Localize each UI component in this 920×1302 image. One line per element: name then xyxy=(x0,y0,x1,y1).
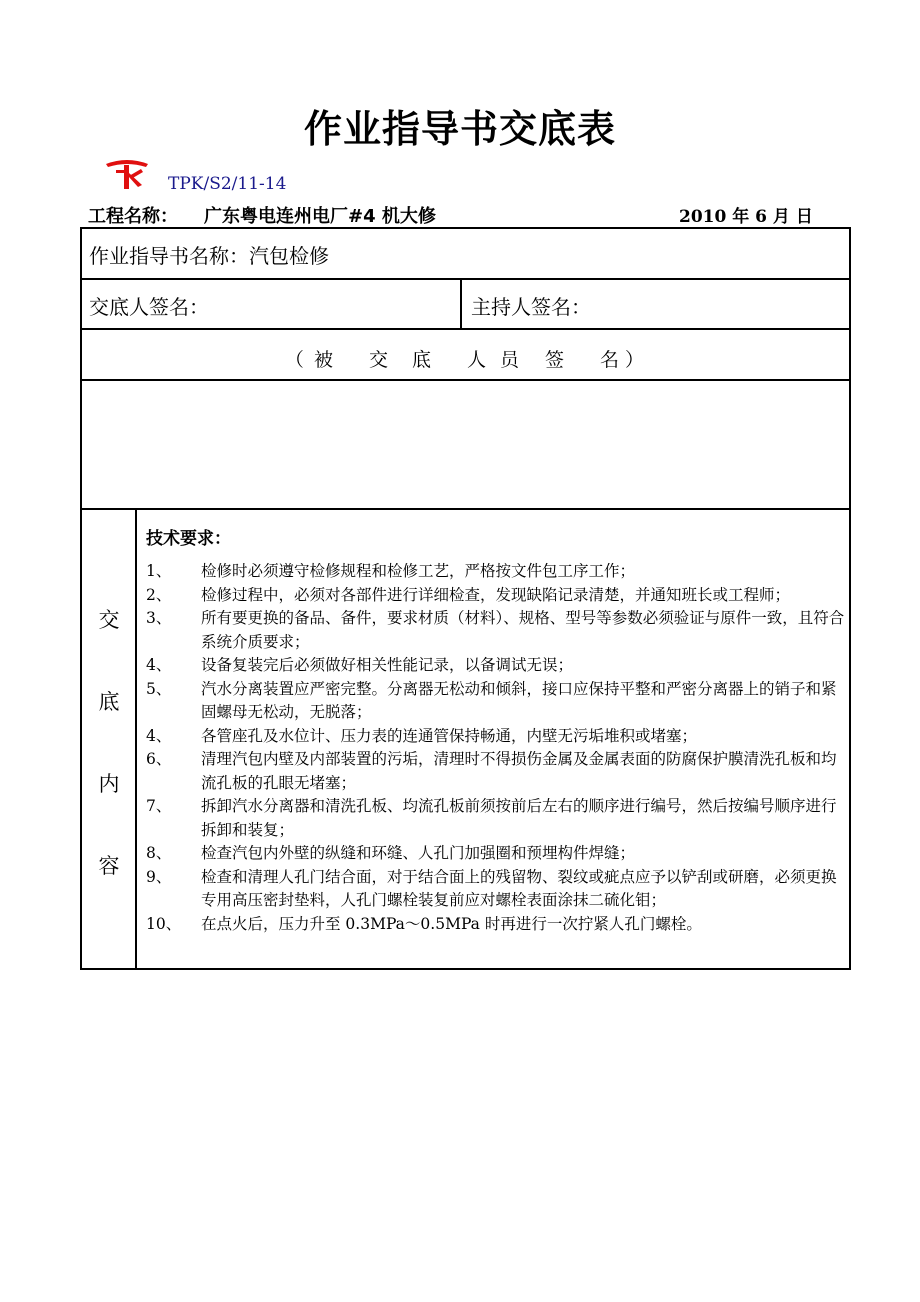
header-char: （ xyxy=(284,349,306,371)
content-label-char: 容 xyxy=(98,854,120,878)
header-char: 交 xyxy=(368,349,390,371)
list-item xyxy=(146,607,850,654)
item-number: 9、 xyxy=(146,867,172,886)
list-item xyxy=(146,842,850,866)
header-char: 被 xyxy=(313,349,335,371)
item-text: 检查汽包内外壁的纵缝和环缝、人孔门加强圈和预埋构件焊缝； xyxy=(201,844,636,862)
item-number: 4、 xyxy=(146,656,172,674)
item-number: 3、 xyxy=(146,609,172,627)
item-text: 汽水分离装置应严密完整。分离器无松动和倾斜，接口应保持平整和严密分离器上的销子和紧固螺母无松动，无脱落； xyxy=(201,679,837,721)
document-date: 2010 年 6 月 日 xyxy=(679,207,813,227)
item-text: 在点火后，压力升至 0.3MPa～0.5MPa 时再进行一次拧紧人孔门螺栓。 xyxy=(201,914,702,933)
divider xyxy=(460,278,462,329)
list-item xyxy=(146,913,850,937)
item-number: 8、 xyxy=(146,844,172,862)
item-text: 各管座孔及水位计、压力表的连通管保持畅通，内壁无污垢堆积或堵塞； xyxy=(201,726,698,745)
host-signature-label: 主持人签名： xyxy=(471,295,591,319)
header-char: 员 xyxy=(500,349,522,371)
item-text: 拆卸汽水分离器和清洗孔板、均流孔板前须按前后左右的顺序进行编号，然后按编号顺序进行拆卸和装复； xyxy=(201,797,837,839)
item-text: 检修时必须遵守检修规程和检修工艺，严格按文件包工序工作； xyxy=(201,562,636,580)
header-char: 签 xyxy=(545,349,567,371)
requirements-title: 技术要求： xyxy=(146,529,231,549)
divider xyxy=(80,379,851,381)
item-text: 检修过程中，必须对各部件进行详细检查，发现缺陷记录清楚，并通知班长或工程师； xyxy=(201,585,791,604)
divider xyxy=(80,508,851,510)
divider xyxy=(135,508,137,970)
item-text: 检查和清理人孔门结合面，对于结合面上的残留物、裂纹或疵点应予以铲刮或研磨，必须更换专用高压密封垫料，人孔门螺栓装复前应对螺栓表面涂抹二硫化钼； xyxy=(201,867,837,909)
content-label-char: 内 xyxy=(98,772,120,796)
list-item xyxy=(146,748,850,795)
project-line xyxy=(88,202,436,228)
item-text: 所有要更换的备品、备件，要求材质（材料）、规格、型号等参数必须验证与原件一致，且符合系统介质要求； xyxy=(201,609,845,651)
list-item xyxy=(146,654,850,678)
presenter-signature-label: 交底人签名： xyxy=(89,295,209,319)
item-number: 5、 xyxy=(146,679,172,698)
item-text: 设备复装完后必须做好相关性能记录，以备调试无误； xyxy=(201,656,574,674)
guide-name: 作业指导书名称：汽包检修 xyxy=(89,244,329,268)
header-char: ） xyxy=(625,349,647,371)
document-code: TPK/S2/11-14 xyxy=(168,174,287,194)
divider xyxy=(80,328,851,330)
document-title: 作业指导书交底表 xyxy=(303,107,616,151)
header-char: 名 xyxy=(600,349,622,371)
list-item xyxy=(146,584,850,608)
project-value: 广东粤电连州电厂#4 机大修 xyxy=(204,206,436,227)
divider xyxy=(80,278,851,280)
item-number: 2、 xyxy=(146,585,172,604)
list-item xyxy=(146,795,850,842)
item-number: 4、 xyxy=(146,726,172,745)
company-logo-icon xyxy=(102,158,152,192)
item-number: 7、 xyxy=(146,797,172,815)
item-text: 清理汽包内壁及内部装置的污垢，清理时不得损伤金属及金属表面的防腐保护膜清洗孔板和均流孔板的孔眼无堵塞； xyxy=(201,750,837,792)
list-item xyxy=(146,725,850,749)
content-label-char: 交 xyxy=(98,608,120,632)
item-number: 10、 xyxy=(146,914,182,933)
item-number: 6、 xyxy=(146,750,172,768)
header-char: 人 xyxy=(466,349,488,371)
header-char: 底 xyxy=(411,349,433,371)
attendees-signature-header xyxy=(80,345,851,372)
list-item xyxy=(146,866,850,913)
list-item xyxy=(146,678,850,725)
project-label: 工程名称： xyxy=(88,206,178,227)
requirements-list xyxy=(146,560,850,936)
list-item xyxy=(146,560,850,584)
content-label-char: 底 xyxy=(98,690,120,714)
item-number: 1、 xyxy=(146,562,172,580)
